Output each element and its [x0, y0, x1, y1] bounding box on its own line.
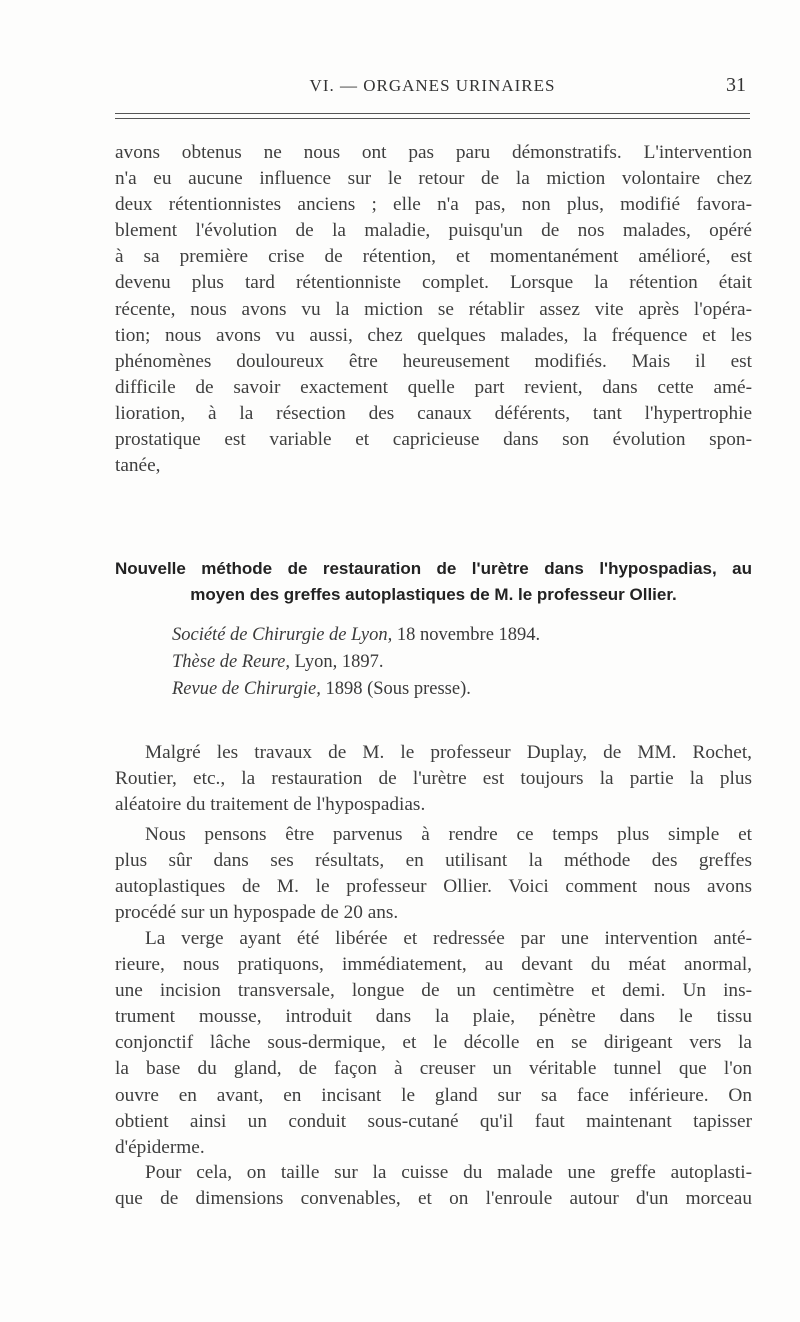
- text-line: tion; nous avons vu aussi, chez quelques malades, la fréquence et les: [115, 324, 752, 346]
- text-line: difficile de savoir exactement quelle part revient, dans cette amé-: [115, 376, 752, 398]
- text-line: autoplastiques de M. le professeur Ollier. Voici comment nous avons: [115, 876, 752, 898]
- header-rule: [115, 113, 750, 114]
- text-line: trument mousse, introduit dans la plaie, pénètre dans le tissu: [115, 1006, 752, 1028]
- text-line: lioration, à la résection des canaux déférents, tant l'hypertrophie: [115, 402, 752, 424]
- text-line: la base du gland, de façon à creuser un véritable tunnel que l'on: [115, 1058, 752, 1080]
- text-line: obtient ainsi un conduit sous-cutané qu'il faut maintenant tapisser: [115, 1110, 752, 1132]
- text-line: procédé sur un hypospade de 20 ans.: [115, 902, 399, 924]
- reference-detail: 18 novembre 1894.: [392, 625, 541, 645]
- section-heading-line-1: Nouvelle méthode de restauration de l'urètre dans l'hypospadias, au: [115, 559, 752, 578]
- text-line: rieure, nous pratiquons, immédiatement, au devant du méat anormal,: [115, 954, 752, 976]
- text-line: récente, nous avons vu la miction se rétablir assez vite après l'opéra-: [115, 298, 752, 320]
- text-line: devenu plus tard rétentionniste complet. Lorsque la rétention était: [115, 272, 752, 294]
- text-line: Pour cela, on taille sur la cuisse du malade une greffe autoplasti-: [145, 1162, 752, 1183]
- page-header: [115, 74, 750, 104]
- page-number: 31: [726, 74, 746, 96]
- section-heading: [115, 556, 752, 608]
- paragraph-2: [115, 740, 752, 818]
- running-title: VI. — ORGANES URINAIRES: [309, 76, 556, 95]
- section-heading-line-2: moyen des greffes autoplastiques de M. le professeur Ollier.: [190, 585, 677, 604]
- text-line: blement l'évolution de la maladie, puisqu'un de nos malades, opéré: [115, 220, 752, 242]
- paragraph-5: [115, 1160, 752, 1212]
- text-line: d'épiderme.: [115, 1136, 205, 1158]
- text-line: La verge ayant été libérée et redressée par une intervention anté-: [145, 928, 752, 949]
- reference-detail: Lyon, 1897.: [289, 652, 384, 672]
- reference-item: [172, 649, 540, 676]
- text-line: plus sûr dans ses résultats, en utilisant la méthode des greffes: [115, 850, 752, 872]
- paragraph-1: [115, 140, 752, 479]
- text-line: deux rétentionnistes anciens ; elle n'a pas, non plus, modifié favora-: [115, 194, 752, 216]
- text-line: que de dimensions convenables, et on l'enroule autour d'un morceau: [115, 1188, 752, 1210]
- text-line: tanée,: [115, 455, 161, 477]
- text-line: conjonctif lâche sous-dermique, et le décolle en se dirigeant vers la: [115, 1032, 752, 1054]
- reference-detail: 1898 (Sous presse).: [320, 679, 471, 699]
- text-line: avons obtenus ne nous ont pas paru démonstratifs. L'intervention: [115, 142, 752, 163]
- text-line: une incision transversale, longue de un centimètre et demi. Un ins-: [115, 980, 752, 1002]
- paragraph-4: [115, 926, 752, 1161]
- text-line: Nous pensons être parvenus à rendre ce temps plus simple et: [145, 824, 752, 845]
- reference-source: Thèse de Reure,: [172, 652, 290, 672]
- reference-item: [172, 622, 540, 649]
- text-line: n'a eu aucune influence sur le retour de la miction volontaire chez: [115, 168, 752, 190]
- reference-source: Société de Chirurgie de Lyon,: [172, 625, 393, 645]
- reference-item: [172, 676, 540, 703]
- text-line: prostatique est variable et capricieuse dans son évolution spon-: [115, 429, 752, 451]
- text-line: ouvre en avant, en incisant le gland sur sa face inférieure. On: [115, 1084, 752, 1106]
- text-line: à sa première crise de rétention, et momentanément amélioré, est: [115, 246, 752, 268]
- text-line: aléatoire du traitement de l'hypospadias.: [115, 794, 426, 816]
- text-line: Malgré les travaux de M. le professeur Duplay, de MM. Rochet,: [145, 742, 752, 763]
- reference-source: Revue de Chirurgie,: [172, 679, 321, 699]
- text-line: Routier, etc., la restauration de l'urètre est toujours la partie la plus: [115, 768, 752, 790]
- paragraph-3: [115, 822, 752, 926]
- header-rule-thin: [115, 118, 750, 119]
- reference-list: [172, 622, 540, 703]
- text-line: phénomènes douloureux être heureusement modifiés. Mais il est: [115, 350, 752, 372]
